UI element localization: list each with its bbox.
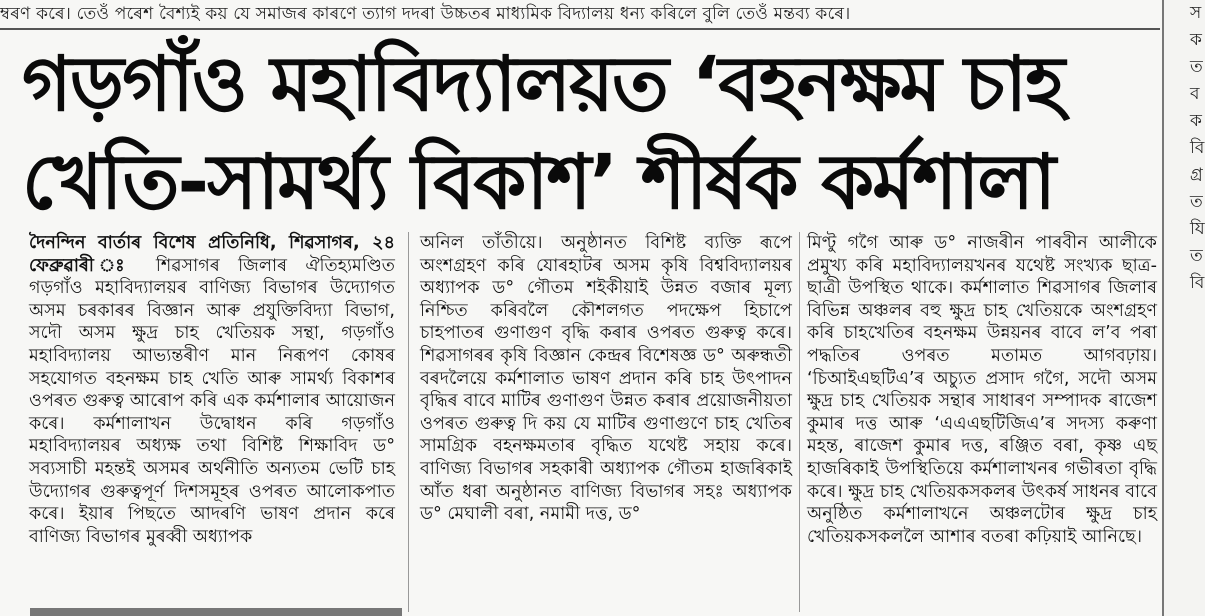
adjacent-text-fragment: বি bbox=[1190, 273, 1205, 293]
previous-article-tail: ম্বৰণ কৰে। তেওঁ পৰেশ বৈশ্যই কয় যে সমাজৰ কাৰণে ত্যাগ দদৰা উচ্চতৰ মাধ্যমিক বিদ্যালয় ধন্য কৰিলে বুলি তেওঁ মন্তব্য কৰে। bbox=[0, 4, 851, 24]
column-divider bbox=[408, 232, 409, 612]
headline-line-1: গড়গাঁও মহাবিদ্যালয়ত ‘বহনক্ষম চাহ bbox=[22, 39, 1064, 128]
article-column-1-text: শিৱসাগৰ জিলাৰ ঐতিহ্যমণ্ডিত গড়গাঁও মহাবিদ্যালয়ৰ বাণিজ্য বিভাগৰ উদ্যোগত অসম চৰকাৰৰ বিজ্ঞান আৰু প্ৰযুক্তিবিদ্যা বিভাগ, সদৌ অসম ক্ষুদ্ৰ চাহ খেতিয়ক সন্থা, গড়গাঁও মহাবিদ্যালয় আভ্যন্তৰীণ মান নিৰূপণ কোষৰ সহযোগত বহনক্ষম চাহ খেতি আৰু সামৰ্থ্য বিকাশৰ ওপৰত গুৰুত্ব আৰোপ কৰি এক কৰ্মশালাৰ আয়োজন কৰে। কৰ্মশালাখন উদ্বোধন কৰি গড়গাঁও মহাবিদ্যালয়ৰ অধ্যক্ষ তথা বিশিষ্ট শিক্ষাবিদ ড° সব্যসাচী মহন্তই অসমৰ অৰ্থনীতি অন্যতম ভেটি চাহ উদ্যোগৰ গুৰুত্বপূৰ্ণ দিশসমূহৰ ওপৰত আলোকপাত কৰে। ইয়াৰ পিছতে আদৰণি ভাষণ প্ৰদান কৰে বাণিজ্য বিভাগৰ মুৰব্বী অধ্যাপক bbox=[29, 255, 395, 547]
adjacent-text-fragment: গ্ৰ bbox=[1190, 165, 1203, 185]
adjacent-text-fragment: ত bbox=[1190, 192, 1203, 212]
column-divider bbox=[799, 232, 800, 612]
adjacent-column-strip bbox=[1162, 0, 1205, 616]
headline-line-2: খেতি-সামৰ্থ্য বিকাশ’ শীৰ্ষক কৰ্মশালা bbox=[22, 137, 1055, 226]
adjacent-text-fragment: বি bbox=[1190, 138, 1205, 158]
adjacent-text-fragment: স bbox=[1190, 3, 1202, 23]
article-column-2: অনিল তাঁতীয়ে। অনুষ্ঠানত বিশিষ্ট ব্যক্তি ৰূপে অংশগ্ৰহণ কৰি যোৰহাটৰ অসম কৃষি বিশ্ববিদ্যালয়ৰ অধ্যাপক ড° গৌতম শইকীয়াই উন্নত বজাৰ মূল্য নিশ্চিত কৰিবলৈ কৌশলগত পদক্ষেপ হিচাপে চাহপাতৰ গুণাগুণ বৃদ্ধি কৰাৰ ওপৰত গুৰুত্ব কৰে। শিৱসাগৰৰ কৃষি বিজ্ঞান কেন্দ্ৰৰ বিশেষজ্ঞ ড° অৰুন্ধতী বৰদলৈয়ে কৰ্মশালাত ভাষণ প্ৰদান কৰি চাহ উৎপাদন বৃদ্ধিৰ বাবে মাটিৰ গুণাগুণ উন্নত কৰাৰ প্ৰয়োজনীয়তা ওপৰত গুৰুত্ব দি কয় যে মাটিৰ গুণাগুণে চাহ খেতিৰ সামগ্ৰিক বহনক্ষমতাৰ বৃদ্ধিত যথেষ্ট সহায় কৰে। বাণিজ্য বিভাগৰ সহকাৰী অধ্যাপক গৌতম হাজৰিকাই আঁত ধৰা অনুষ্ঠানত বাণিজ্য বিভাগৰ সহঃ অধ্যাপক ড° মেঘালী বৰা, নমামী দত্ত, ড° bbox=[420, 233, 792, 525]
adjacent-text-fragment: ত bbox=[1190, 57, 1203, 77]
article-dateline: দৈনন্দিন বাৰ্তাৰ বিশেষ প্ৰতিনিধি, শিৱসাগৰ, ২৪ ফেব্ৰুৱাৰী ঃ bbox=[29, 233, 395, 276]
adjacent-text-fragment: যি bbox=[1190, 219, 1205, 239]
top-divider bbox=[0, 28, 1160, 30]
article-column-1 bbox=[29, 232, 395, 612]
adjacent-text-fragment: ক bbox=[1190, 30, 1202, 50]
adjacent-text-fragment: ত bbox=[1190, 246, 1203, 266]
adjacent-text-fragment: ক bbox=[1190, 111, 1202, 131]
adjacent-text-fragment: ব bbox=[1190, 84, 1200, 104]
bottom-rule bbox=[30, 608, 402, 616]
article-column-3: মিণ্টু গগৈ আৰু ড° নাজৰীন পাৰবীন আলীকে প্ৰমুখ্য কৰি মহাবিদ্যালয়খনৰ যথেষ্ট সংখ্যক ছাত্ৰ-ছাত্ৰী উপস্থিত থাকে। কৰ্মশালাত শিৱসাগৰ জিলাৰ বিভিন্ন অঞ্চলৰ বহু ক্ষুদ্ৰ চাহ খেতিয়কে অংশগ্ৰহণ কৰি চাহখেতিৰ বহনক্ষম উন্নয়নৰ বাবে ল’ব পৰা পদ্ধতিৰ ওপৰত মতামত আগবঢ়ায়। ‘চিআইএছটিএ’ৰ অচ্যুত প্ৰসাদ গগৈ, সদৌ অসম ক্ষুদ্ৰ চাহ খেতিয়ক সন্থাৰ সাধাৰণ সম্পাদক ৰাজেশ কুমাৰ দত্ত আৰু ‘এএএছটিজিএ’ৰ সদস্য কৰুণা মহন্ত, ৰাজেশ কুমাৰ দত্ত, ৰঞ্জিত বৰা, কৃষ্ণ এছ হাজৰিকাই উপস্থিতিয়ে কৰ্মশালাখনৰ গভীৰতা বৃদ্ধি কৰে। ক্ষুদ্ৰ চাহ খেতিয়কসকলৰ উৎকৰ্ষ সাধনৰ বাবে অনুষ্ঠিত কৰ্মশালাখনে অঞ্চলটোৰ ক্ষুদ্ৰ চাহ খেতিয়কসকললৈ আশাৰ বতৰা কঢ়িয়াই আনিছে। bbox=[807, 233, 1157, 547]
